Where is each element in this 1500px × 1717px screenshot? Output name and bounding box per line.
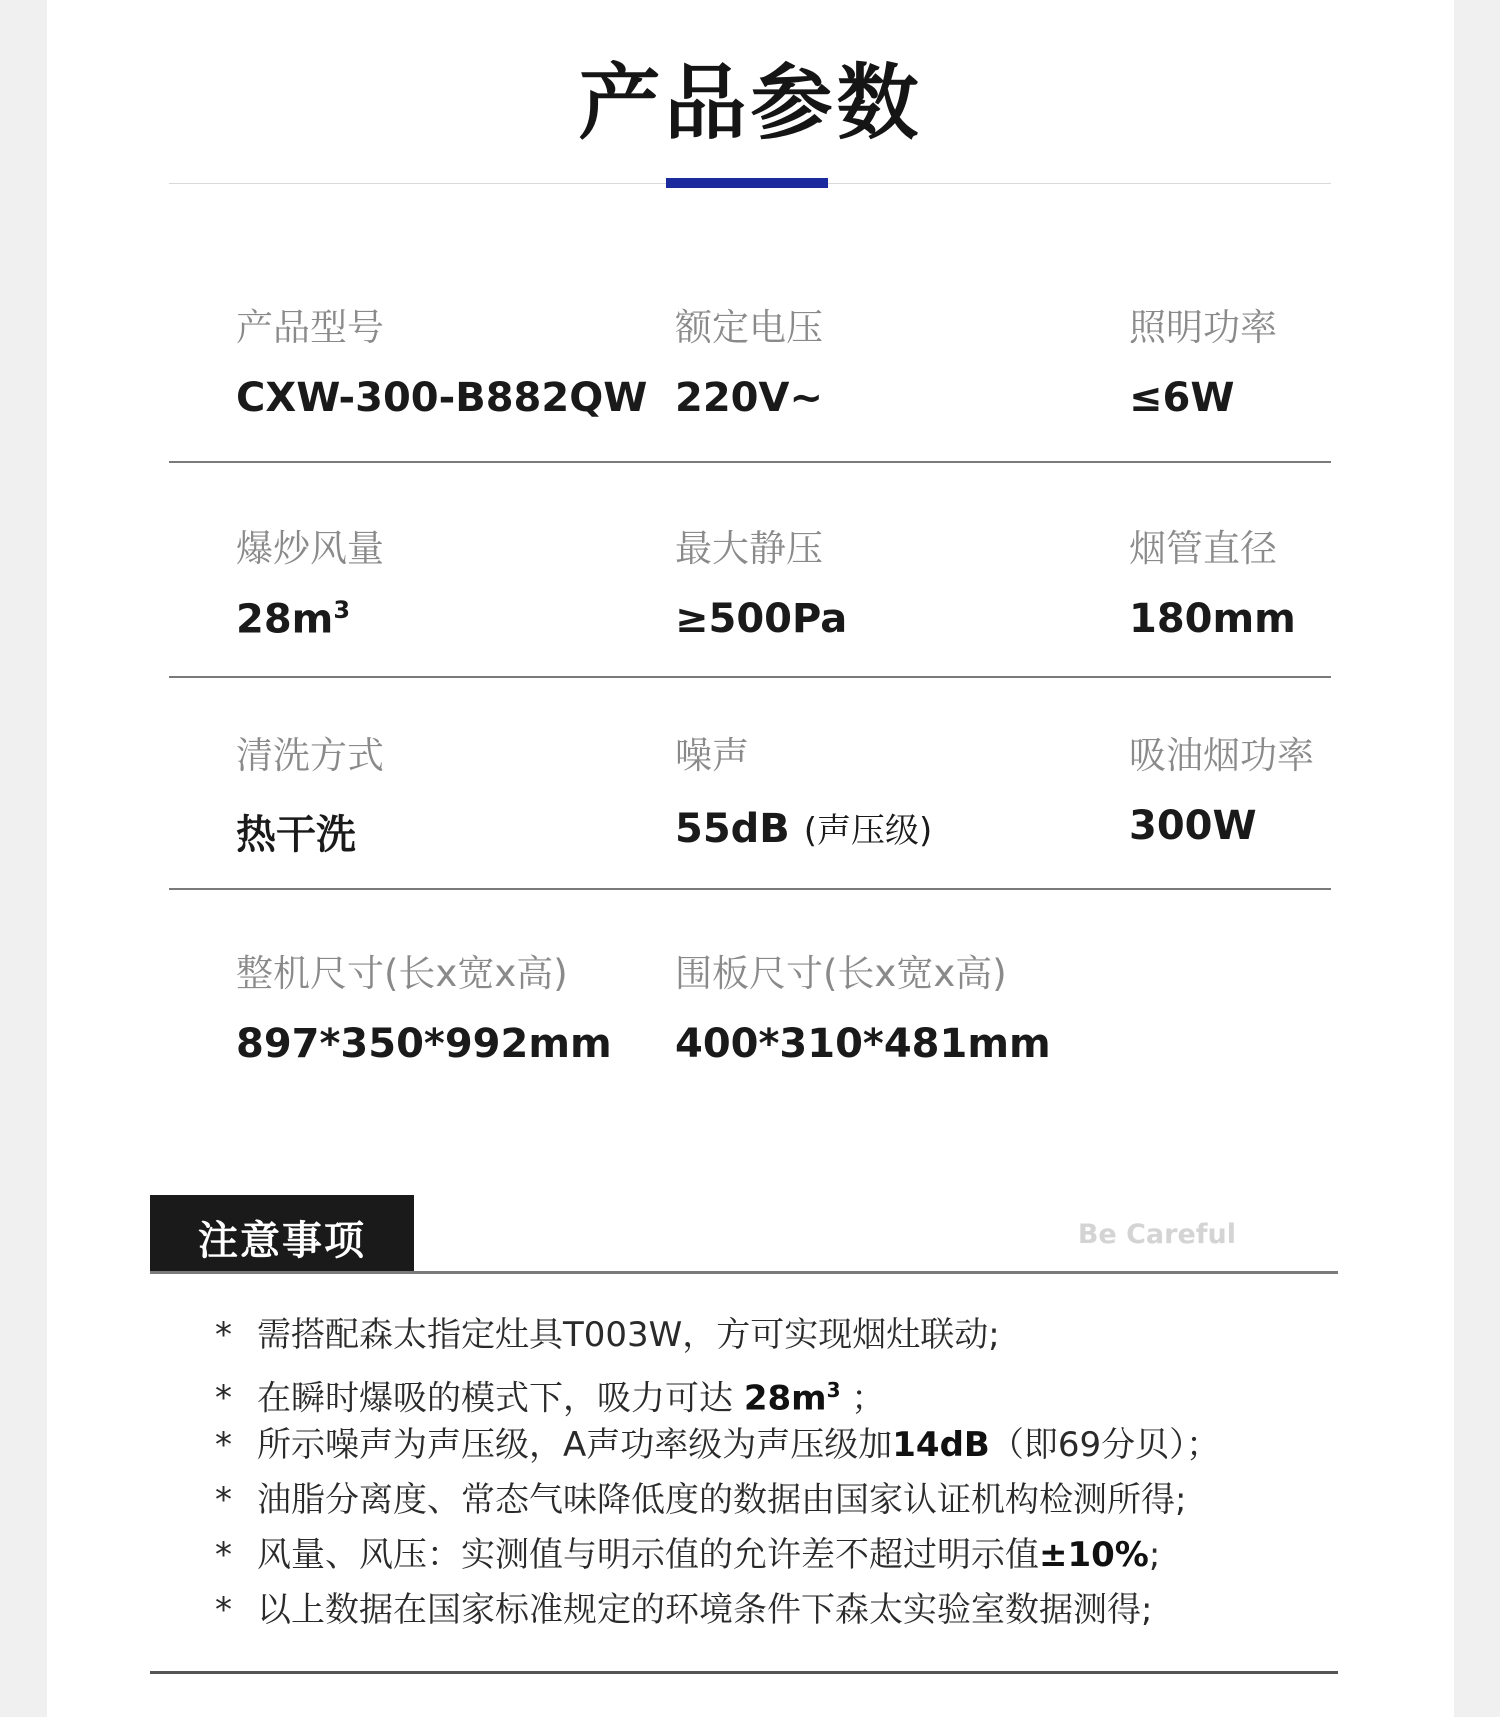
spec-model [236, 297, 647, 421]
bullet-star: * [215, 1425, 232, 1465]
spec-page [47, 0, 1454, 1717]
spec-noise [675, 725, 932, 852]
spec-pressure [675, 518, 847, 642]
list-item [215, 1528, 1220, 1583]
spec-duct [1129, 518, 1296, 642]
spec-value: ≤6W [1129, 375, 1235, 421]
spec-cleaning [236, 725, 384, 860]
spec-label: 烟管直径 [1129, 527, 1277, 570]
note-text: 需搭配森太指定灶具T003W，方可实现烟灶联动; [257, 1315, 1000, 1355]
spec-value: ≥500Pa [675, 596, 848, 642]
spec-power [1129, 725, 1314, 849]
note-text: 油脂分离度、常态气味降低度的数据由国家认证机构检测所得; [257, 1480, 1187, 1520]
spec-label: 产品型号 [236, 306, 384, 349]
spec-body-size [236, 943, 612, 1067]
airflow-value: 28m [236, 596, 334, 643]
note-text: 在瞬时爆吸的模式下，吸力可达 [257, 1378, 744, 1419]
row-divider [169, 888, 1331, 890]
note-bold: ±10% [1039, 1535, 1149, 1575]
title-accent-bar [666, 178, 828, 188]
spec-value: 400*310*481mm [675, 1021, 1051, 1067]
list-item [215, 1308, 1220, 1363]
spec-value: 180mm [1129, 596, 1296, 642]
care-title: 注意事项 [198, 1218, 366, 1264]
row-divider [169, 676, 1331, 678]
spec-voltage [675, 297, 823, 421]
noise-value: 55dB [675, 806, 790, 852]
care-heading-bar [150, 1195, 414, 1274]
note-superscript: 3 [826, 1378, 841, 1402]
list-item [215, 1363, 1220, 1418]
care-divider [150, 1271, 1338, 1274]
spec-value: CXW-300-B882QW [236, 375, 648, 421]
bullet-star: * [215, 1590, 232, 1630]
spec-value: 热干洗 [236, 812, 356, 858]
spec-value: 300W [1129, 803, 1257, 849]
care-subtitle: Be Careful [1077, 1219, 1236, 1250]
care-notes-list [215, 1308, 1220, 1638]
bullet-star: * [215, 1480, 232, 1520]
spec-label: 围板尺寸(长x宽x高) [675, 952, 1007, 995]
spec-label: 噪声 [675, 734, 749, 777]
bottom-divider [150, 1671, 1338, 1674]
note-bold: 28m [743, 1378, 827, 1419]
bullet-star: * [215, 1535, 232, 1575]
spec-label: 清洗方式 [236, 734, 384, 777]
spec-value: 220V~ [675, 375, 823, 421]
note-text: 以上数据在国家标准规定的环境条件下森太实验室数据测得; [257, 1590, 1153, 1630]
page-title: 产品参数 [578, 56, 923, 151]
list-item [215, 1418, 1220, 1473]
note-bold: 14dB [892, 1425, 990, 1465]
airflow-superscript: 3 [333, 596, 351, 624]
note-text: ； [840, 1378, 886, 1419]
spec-lighting [1129, 297, 1277, 421]
spec-panel-size [675, 943, 1051, 1067]
spec-label: 吸油烟功率 [1129, 734, 1314, 777]
spec-value [675, 803, 932, 852]
note-text: 所示噪声为声压级，A声功率级为声压级加 [257, 1425, 893, 1465]
spec-label: 照明功率 [1129, 306, 1277, 349]
spec-value [236, 596, 384, 642]
spec-value: 897*350*992mm [236, 1021, 612, 1067]
row-divider [169, 461, 1331, 463]
spec-label: 最大静压 [675, 527, 823, 570]
bullet-star: * [215, 1378, 232, 1419]
spec-label: 整机尺寸(长x宽x高) [236, 952, 568, 995]
spec-label: 额定电压 [675, 306, 823, 349]
note-text: ; [1148, 1535, 1161, 1575]
bullet-star: * [215, 1315, 232, 1355]
list-item [215, 1473, 1220, 1528]
noise-note: (声压级) [803, 811, 933, 851]
spec-label: 爆炒风量 [236, 527, 384, 570]
spec-airflow [236, 518, 384, 642]
list-item [215, 1583, 1220, 1638]
note-text: 风量、风压：实测值与明示值的允许差不超过明示值 [257, 1535, 1039, 1575]
note-text: （即69分贝）； [989, 1425, 1221, 1465]
